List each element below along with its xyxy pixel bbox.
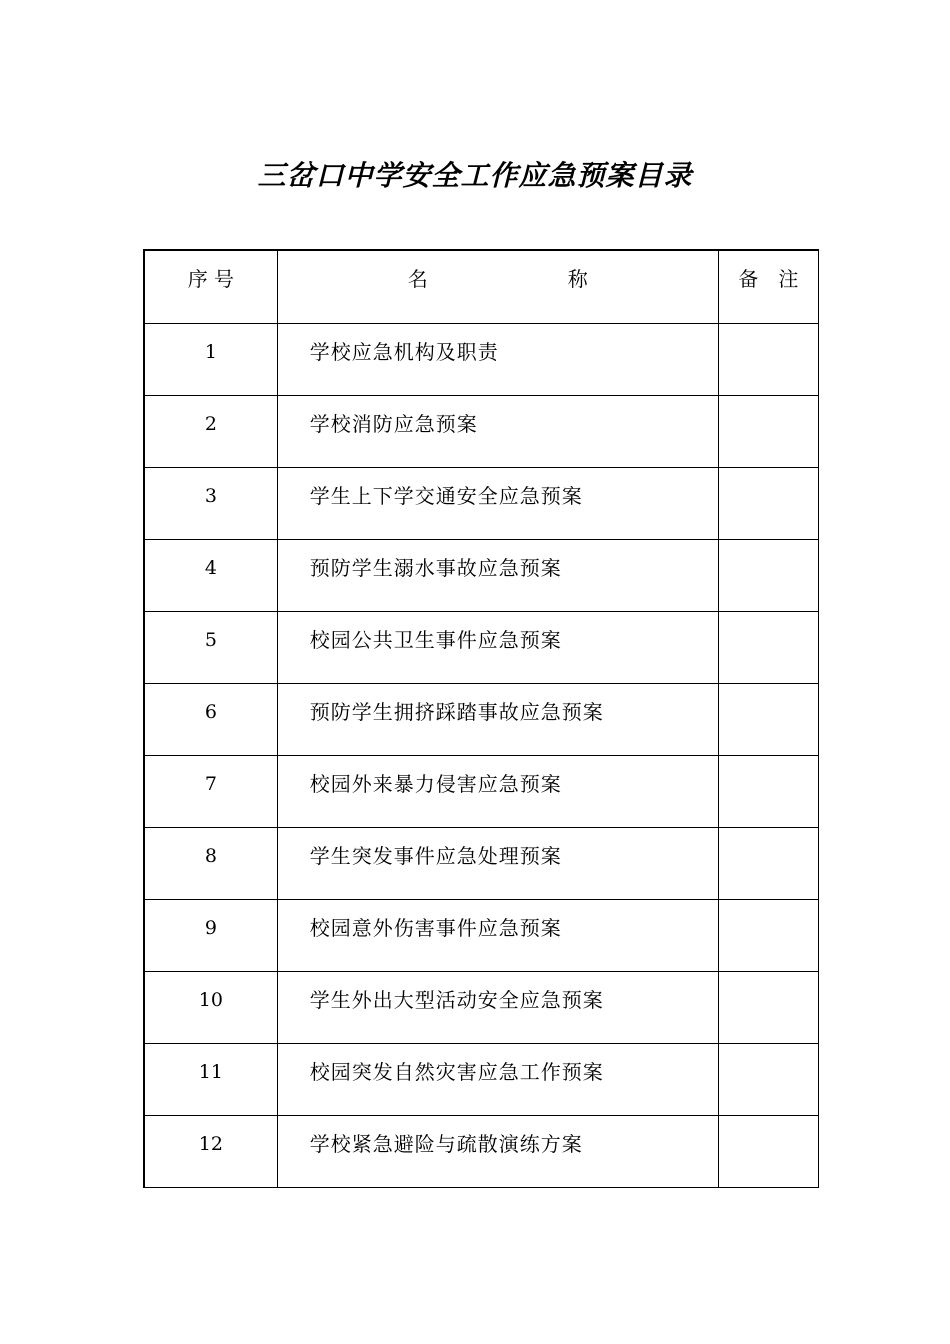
row-number: 6 — [144, 683, 277, 755]
table-row — [144, 1043, 819, 1115]
table-row — [144, 683, 819, 755]
row-number: 10 — [144, 971, 277, 1043]
plan-name: 学生外出大型活动安全应急预案 — [277, 971, 718, 1043]
table-row — [144, 755, 819, 827]
table-row — [144, 1115, 819, 1187]
row-number: 3 — [144, 467, 277, 539]
row-remark — [718, 899, 818, 971]
header-remarks: 备 注 — [718, 250, 818, 323]
plan-name: 学生上下学交通安全应急预案 — [277, 467, 718, 539]
plan-name: 学校消防应急预案 — [277, 395, 718, 467]
plan-name: 校园外来暴力侵害应急预案 — [277, 755, 718, 827]
plan-name: 预防学生溺水事故应急预案 — [277, 539, 718, 611]
row-remark — [718, 683, 818, 755]
row-number: 2 — [144, 395, 277, 467]
plan-name: 预防学生拥挤踩踏事故应急预案 — [277, 683, 718, 755]
row-remark — [718, 467, 818, 539]
plan-name: 校园意外伤害事件应急预案 — [277, 899, 718, 971]
plan-name: 校园突发自然灾害应急工作预案 — [277, 1043, 718, 1115]
plan-name: 学生突发事件应急处理预案 — [277, 827, 718, 899]
row-number: 9 — [144, 899, 277, 971]
document-title: 三岔口中学安全工作应急预案目录 — [257, 159, 693, 192]
row-remark — [718, 539, 818, 611]
row-number: 12 — [144, 1115, 277, 1187]
table-row — [144, 539, 819, 611]
table-header-row — [144, 250, 819, 323]
row-remark — [718, 1115, 818, 1187]
table-row — [144, 323, 819, 395]
row-number: 11 — [144, 1043, 277, 1115]
row-remark — [718, 755, 818, 827]
header-serial-number: 序 号 — [144, 250, 277, 323]
row-remark — [718, 611, 818, 683]
table-row — [144, 611, 819, 683]
header-name: 名 称 — [277, 250, 718, 323]
table-row — [144, 395, 819, 467]
row-remark — [718, 1043, 818, 1115]
row-remark — [718, 971, 818, 1043]
table-row — [144, 971, 819, 1043]
row-number: 8 — [144, 827, 277, 899]
plan-index-table — [143, 249, 819, 1188]
plan-name: 校园公共卫生事件应急预案 — [277, 611, 718, 683]
row-remark — [718, 395, 818, 467]
row-number: 4 — [144, 539, 277, 611]
row-remark — [718, 827, 818, 899]
table-row — [144, 467, 819, 539]
plan-name: 学校应急机构及职责 — [277, 323, 718, 395]
row-remark — [718, 323, 818, 395]
row-number: 5 — [144, 611, 277, 683]
table-row — [144, 899, 819, 971]
plan-name: 学校紧急避险与疏散演练方案 — [277, 1115, 718, 1187]
table-row — [144, 827, 819, 899]
row-number: 1 — [144, 323, 277, 395]
row-number: 7 — [144, 755, 277, 827]
